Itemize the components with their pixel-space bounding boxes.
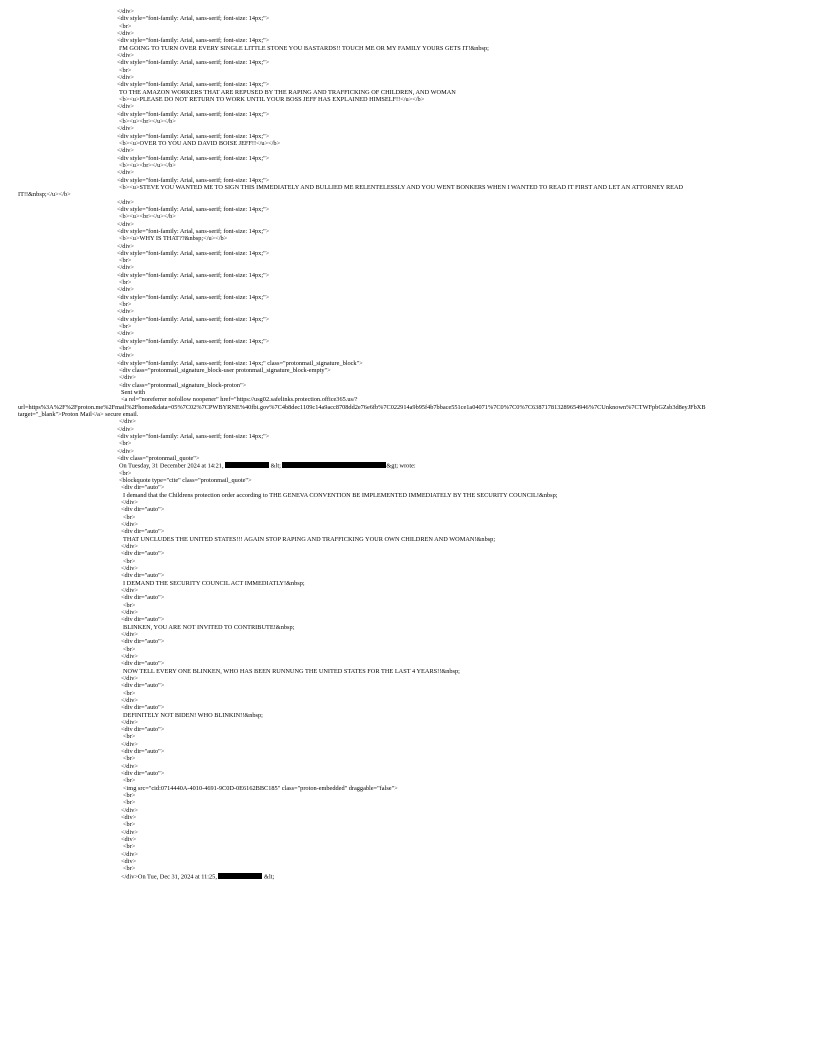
source-line	[0, 301, 816, 308]
source-line	[0, 616, 816, 623]
source-line	[0, 807, 816, 814]
source-line-text: <div style="font-family: Arial, sans-serif; font-size: 14px;">	[117, 37, 270, 45]
source-line-text: <div class="protonmail_quote">	[117, 455, 200, 463]
source-line	[0, 389, 816, 396]
source-line-text: <b><u><br></u></b>	[119, 161, 176, 169]
source-line-text: <b><u>PLEASE DO NOT RETURN TO WORK UNTIL YOUR BOSS JEFF HAS EXPLAINED HIMSELF!!</u></b>	[119, 95, 425, 103]
source-line-text: <div dir="auto">	[121, 528, 165, 536]
source-line-text: </div>	[117, 264, 134, 272]
source-line	[0, 133, 816, 140]
source-line-text: </div>	[121, 696, 138, 704]
source-line-text: <br>	[123, 843, 136, 851]
source-line-text: <div style="font-family: Arial, sans-serif; font-size: 14px;">	[117, 176, 270, 184]
source-line-text: <br>	[123, 689, 136, 697]
source-line	[0, 873, 816, 880]
source-line-text: <br>	[119, 345, 132, 353]
source-line	[0, 829, 816, 836]
source-line-text: </div>	[121, 652, 138, 660]
source-line-text: <br>	[123, 733, 136, 741]
source-line-text: </div>	[121, 520, 138, 528]
source-line-text: </div>	[121, 630, 138, 638]
source-line-text: </div>	[117, 73, 134, 81]
source-line-text: <div style="font-family: Arial, sans-serif; font-size: 14px;" class="protonmail_signature_block">	[117, 359, 363, 367]
source-line	[0, 184, 816, 191]
source-line-text: &gt; wrote:	[386, 462, 416, 470]
source-line-text: <div style="font-family: Arial, sans-serif; font-size: 14px;">	[117, 59, 270, 67]
source-line-text: <br>	[123, 645, 136, 653]
source-line-text: <img src="cid:0714440A-4010-4691-9C0D-0E6162BBC185" class="proton-embedded" draggable="false">	[123, 784, 398, 792]
source-line-text: <div dir="auto">	[121, 748, 165, 756]
source-line	[0, 352, 816, 359]
source-line	[0, 836, 816, 843]
source-line-text: </div>	[117, 447, 134, 455]
source-line-text: <div dir="auto">	[121, 638, 165, 646]
source-line-text: </div>	[121, 608, 138, 616]
source-line-text: I DEMAND THE SECURITY COUNCIL ACT IMMEDIATLY!&nbsp;	[123, 579, 305, 587]
source-line	[0, 506, 816, 513]
source-line-text: <div>	[121, 814, 137, 822]
source-line-text: <div dir="auto">	[121, 550, 165, 558]
source-line	[0, 308, 816, 315]
source-line-text: <br>	[119, 440, 132, 448]
source-line	[0, 865, 816, 872]
source-line-text: </div>	[117, 103, 134, 111]
source-line-text: <div style="font-family: Arial, sans-serif; font-size: 14px;">	[117, 337, 270, 345]
source-line	[0, 433, 816, 440]
source-line-text: <br>	[123, 513, 136, 521]
source-line	[0, 59, 816, 66]
source-line	[0, 213, 816, 220]
source-line	[0, 528, 816, 535]
source-line	[0, 367, 816, 374]
source-line-text: </div>	[121, 564, 138, 572]
source-line-text: </div>	[119, 418, 136, 426]
source-line	[0, 89, 816, 96]
source-line-text: <b><u>OVER TO YOU AND DAVID BOISE JEFF!!</u></b>	[119, 139, 281, 147]
source-line-text: <div class="protonmail_signature_block-user protonmail_signature_block-empty">	[119, 367, 331, 375]
source-line-text: <b><u><br></u></b>	[119, 117, 176, 125]
source-line-text: <b><u>WHY IS THAT??&nbsp;</u></b>	[119, 235, 228, 243]
source-line-text: &lt;	[262, 873, 275, 881]
source-line	[0, 748, 816, 755]
source-line-text: <br>	[119, 279, 132, 287]
source-line-text: <div dir="auto">	[121, 572, 165, 580]
source-line-text: Sent with	[121, 389, 145, 397]
source-line	[0, 455, 816, 462]
source-line	[0, 30, 816, 37]
source-line	[0, 821, 816, 828]
source-line-text: <div dir="auto">	[121, 594, 165, 602]
source-line	[0, 851, 816, 858]
source-line	[0, 858, 816, 865]
source-line-text: <div style="font-family: Arial, sans-serif; font-size: 14px;">	[117, 132, 270, 140]
source-line-text: </div>	[121, 718, 138, 726]
source-line-text: <div dir="auto">	[121, 770, 165, 778]
source-line-text: </div>	[121, 740, 138, 748]
source-line-text: <div style="font-family: Arial, sans-serif; font-size: 14px;">	[117, 433, 270, 441]
source-line	[0, 162, 816, 169]
source-line	[0, 521, 816, 528]
source-line	[0, 228, 816, 235]
source-line-text: </div>	[117, 242, 134, 250]
source-line-text: <div>	[121, 858, 137, 866]
source-line	[0, 279, 816, 286]
source-line	[0, 360, 816, 367]
source-line-text: <div dir="auto">	[121, 506, 165, 514]
source-line	[0, 448, 816, 455]
source-line-text: </div>	[121, 498, 138, 506]
source-line	[0, 565, 816, 572]
source-line	[0, 374, 816, 381]
source-line-text: IT!!&nbsp;</u></b>	[18, 191, 71, 199]
source-line	[0, 235, 816, 242]
source-line	[0, 477, 816, 484]
source-line	[0, 286, 816, 293]
source-line-text: </div>	[117, 330, 134, 338]
source-line	[0, 81, 816, 88]
source-line	[0, 23, 816, 30]
source-line-text: BLINKEN, YOU ARE NOT INVITED TO CONTRIBUTE!&nbsp;	[123, 623, 295, 631]
source-line-text: <div style="font-family: Arial, sans-serif; font-size: 14px;">	[117, 110, 270, 118]
source-line-text: </div>	[121, 850, 138, 858]
source-line-text: NOW TELL EVERY ONE BLINKEN, WHO HAS BEEN RUNNUNG THE UNITED STATES FOR THE LAST 4 YEARS!!&nbsp;	[123, 667, 460, 675]
source-line	[0, 580, 816, 587]
source-line-text: <br>	[119, 301, 132, 309]
source-line-text: <br>	[119, 66, 132, 74]
source-line	[0, 609, 816, 616]
source-line-text: </div>	[121, 586, 138, 594]
source-line	[0, 763, 816, 770]
source-line	[0, 404, 816, 411]
source-line	[0, 668, 816, 675]
source-line-text: </div>	[117, 286, 134, 294]
source-line-text: url=https%3A%2F%2Fproton.me%2Fmail%2Fhome&data=05%7C02%7CPWBYRNE%40fbi.gov%7C4b8dec1109c14a9acc8708dd2e76e6fb%7C022914a9b95f4b7bbace551ce1a04071%7C0%7C0%7C638717813289654946%7CUnknown%7CTWFpbGZsb3d8eyJFbXB	[18, 403, 706, 411]
source-line	[0, 418, 816, 425]
source-line	[0, 675, 816, 682]
source-line	[0, 697, 816, 704]
source-line-text: </div>	[117, 8, 134, 15]
source-line	[0, 257, 816, 264]
source-line-text: <b><u><br></u></b>	[119, 213, 176, 221]
source-line	[0, 67, 816, 74]
source-line	[0, 712, 816, 719]
source-line	[0, 147, 816, 154]
source-line-text: <div>	[121, 836, 137, 844]
source-line	[0, 37, 816, 44]
source-line-text: <br>	[123, 557, 136, 565]
source-line	[0, 264, 816, 271]
source-line	[0, 382, 816, 389]
source-line-text: <br>	[123, 755, 136, 763]
source-line-text: <a rel="noreferrer nofollow noopener" href="https://usg02.safelinks.protection.office365.us/?	[121, 396, 358, 404]
source-line	[0, 52, 816, 59]
source-line	[0, 125, 816, 132]
source-line-text: <div style="font-family: Arial, sans-serif; font-size: 14px;">	[117, 315, 270, 323]
source-line-text: </div>	[117, 308, 134, 316]
source-line-text: I demand that the Childrens protection order according to THE GENEVA CONVENTION BE IMPLEMENTED IMMEDIATELY BY THE SECURITY COUNCIL!&nbsp;	[123, 491, 558, 499]
source-line-text: </div>On Tue, Dec 31, 2024 at 11:25,	[121, 873, 219, 881]
source-line-text: target="_blank">Proton Mail</a> secure email.	[18, 411, 139, 419]
source-line	[0, 140, 816, 147]
source-line	[0, 792, 816, 799]
source-line-text: </div>	[117, 425, 134, 433]
source-line	[0, 111, 816, 118]
source-line-text: <div style="font-family: Arial, sans-serif; font-size: 14px;">	[117, 271, 270, 279]
source-line	[0, 499, 816, 506]
source-line	[0, 169, 816, 176]
source-line	[0, 338, 816, 345]
source-line	[0, 15, 816, 22]
source-line-text: <div class="protonmail_signature_block-proton">	[119, 381, 247, 389]
source-line	[0, 536, 816, 543]
source-line-text: </div>	[121, 674, 138, 682]
source-line	[0, 514, 816, 521]
source-line	[0, 294, 816, 301]
source-line	[0, 843, 816, 850]
source-line	[0, 45, 816, 52]
source-line	[0, 316, 816, 323]
source-line	[0, 646, 816, 653]
source-line	[0, 426, 816, 433]
source-line	[0, 191, 816, 198]
source-line-text: <div dir="auto">	[121, 616, 165, 624]
source-line	[0, 396, 816, 403]
source-line	[0, 206, 816, 213]
source-line	[0, 726, 816, 733]
source-line-text: <br>	[123, 601, 136, 609]
source-line	[0, 638, 816, 645]
source-line	[0, 440, 816, 447]
source-line-text: <div dir="auto">	[121, 726, 165, 734]
source-line-text: </div>	[117, 125, 134, 133]
source-line	[0, 733, 816, 740]
source-line-text: <div style="font-family: Arial, sans-serif; font-size: 14px;">	[117, 293, 270, 301]
source-line-text: <div style="font-family: Arial, sans-serif; font-size: 14px;">	[117, 205, 270, 213]
source-line	[0, 250, 816, 257]
source-line	[0, 484, 816, 491]
source-line	[0, 155, 816, 162]
source-line-text: </div>	[121, 762, 138, 770]
source-line-text: </div>	[121, 806, 138, 814]
source-line-text: <br>	[123, 799, 136, 807]
source-line	[0, 690, 816, 697]
source-line-text: <br>	[123, 821, 136, 829]
source-line	[0, 653, 816, 660]
redaction-bar	[225, 462, 269, 468]
redaction-bar	[218, 873, 262, 879]
source-line-text: </div>	[117, 147, 134, 155]
source-line-text: </div>	[121, 828, 138, 836]
source-line-text: </div>	[119, 374, 136, 382]
source-line	[0, 177, 816, 184]
source-line	[0, 741, 816, 748]
source-line-text: </div>	[117, 220, 134, 228]
source-line	[0, 602, 816, 609]
source-line	[0, 118, 816, 125]
source-line	[0, 631, 816, 638]
source-line-text: <div dir="auto">	[121, 484, 165, 492]
source-line	[0, 543, 816, 550]
source-line	[0, 103, 816, 110]
source-line	[0, 624, 816, 631]
source-line	[0, 272, 816, 279]
source-line	[0, 243, 816, 250]
source-line	[0, 411, 816, 418]
source-line	[0, 330, 816, 337]
source-line-text: <div dir="auto">	[121, 704, 165, 712]
source-line	[0, 8, 816, 15]
source-line-text: <blockquote type="cite" class="protonmail_quote">	[119, 477, 252, 484]
source-line-text: <br>	[123, 777, 136, 785]
source-line-text: </div>	[117, 169, 134, 177]
source-line-text: <div style="font-family: Arial, sans-serif; font-size: 14px;">	[117, 154, 270, 162]
source-line-text: <div style="font-family: Arial, sans-serif; font-size: 14px;">	[117, 15, 270, 23]
source-line	[0, 550, 816, 557]
source-line-text: <div style="font-family: Arial, sans-serif; font-size: 14px;">	[117, 249, 270, 257]
source-line	[0, 799, 816, 806]
source-line-text: </div>	[117, 352, 134, 360]
source-line-text: <br>	[119, 22, 132, 30]
source-line	[0, 660, 816, 667]
source-line-text: <br>	[123, 792, 136, 800]
source-line	[0, 719, 816, 726]
source-line	[0, 755, 816, 762]
source-line	[0, 558, 816, 565]
source-line-text: <br>	[123, 865, 136, 873]
source-line	[0, 96, 816, 103]
source-line	[0, 74, 816, 81]
source-line	[0, 323, 816, 330]
source-line	[0, 587, 816, 594]
source-line-text: <br>	[119, 257, 132, 265]
source-line-text: On Tuesday, 31 December 2024 at 14:21,	[119, 462, 226, 470]
redaction-bar	[282, 462, 386, 468]
source-line	[0, 492, 816, 499]
source-line	[0, 199, 816, 206]
source-line-text: <div style="font-family: Arial, sans-serif; font-size: 14px;">	[117, 227, 270, 235]
source-line-text: I'M GOING TO TURN OVER EVERY SINGLE LITTLE STONE YOU BASTARDS!! TOUCH ME OR MY FAMILY YOURS GETS IT!&nbsp;	[119, 44, 489, 52]
source-line-text: </div>	[117, 51, 134, 59]
source-line	[0, 770, 816, 777]
source-line-text: <br>	[119, 469, 132, 477]
source-line-text: </div>	[121, 542, 138, 550]
source-line-text: DEFINITELY NOT BIDEN! WHO BLINKIN!!&nbsp;	[123, 711, 263, 719]
source-line-text: </div>	[117, 29, 134, 37]
source-line-text: THAT UNCLUDES THE UNITED STATES!!! AGAIN STOP RAPING AND TRAFFICKING YOUR OWN CHILDREN AND WOMAN!&nbsp;	[123, 535, 496, 543]
source-line-text: <br>	[119, 323, 132, 331]
source-line-text: <div style="font-family: Arial, sans-serif; font-size: 14px;">	[117, 81, 270, 89]
source-line	[0, 221, 816, 228]
source-line	[0, 345, 816, 352]
source-line-text: <div dir="auto">	[121, 682, 165, 690]
source-line-text: <div dir="auto">	[121, 660, 165, 668]
source-line-text: <b><u>STEVE YOU WANTED ME TO SIGN THIS IMMEDIATELY AND BULLIED ME RELENTELESSLY AND YOU WENT BONKERS WHEN I WANTED TO READ IT FIRST AND LET AN ATTORNEY READ	[119, 183, 684, 191]
source-line	[0, 572, 816, 579]
source-line	[0, 814, 816, 821]
source-line-text: </div>	[117, 198, 134, 206]
source-line-text: &lt;	[269, 462, 283, 470]
source-line	[0, 704, 816, 711]
source-line	[0, 682, 816, 689]
source-line	[0, 785, 816, 792]
source-line	[0, 462, 816, 469]
source-line-text: TO THE AMAZON WORKERS THAT ARE REPUSED BY THE RAPING AND TRAFFICKING OF CHILDREN, AND WOMAN	[119, 88, 456, 96]
source-line	[0, 777, 816, 784]
source-line	[0, 594, 816, 601]
source-line	[0, 470, 816, 477]
